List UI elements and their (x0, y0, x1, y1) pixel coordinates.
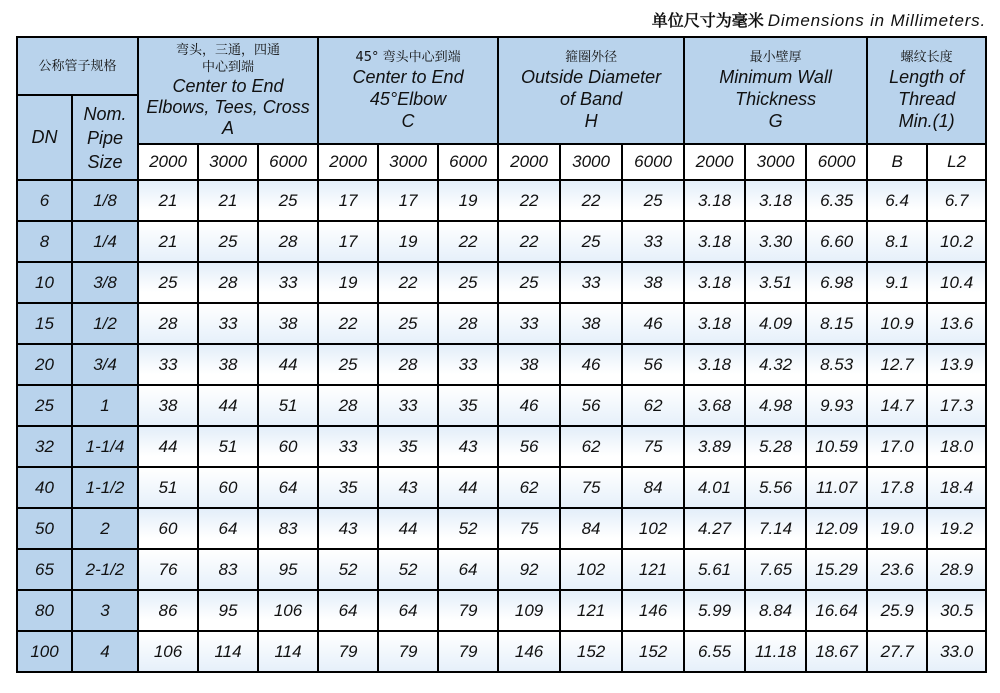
table-body (17, 180, 986, 672)
class-label: 6000 (438, 144, 498, 180)
value-cell: 25 (198, 221, 258, 262)
table-row (17, 385, 986, 426)
value-cell: 76 (138, 549, 198, 590)
value-cell: 5.28 (745, 426, 806, 467)
nps-cell: 3/4 (72, 344, 138, 385)
class-label: 6000 (622, 144, 684, 180)
table-row (17, 262, 986, 303)
value-cell: 28 (438, 303, 498, 344)
value-cell: 25 (498, 262, 560, 303)
table-row (17, 221, 986, 262)
value-cell: 33 (378, 385, 438, 426)
value-cell: 6.55 (684, 631, 745, 672)
value-cell: 28 (258, 221, 318, 262)
value-cell: 9.1 (867, 262, 927, 303)
value-cell: 83 (198, 549, 258, 590)
value-cell: 6.4 (867, 180, 927, 221)
value-cell: 106 (138, 631, 198, 672)
value-cell: 17 (318, 221, 378, 262)
value-cell: 102 (622, 508, 684, 549)
value-cell: 44 (438, 467, 498, 508)
class-label: 6000 (258, 144, 318, 180)
value-cell: 62 (622, 385, 684, 426)
thread-b-label: B (867, 144, 927, 180)
value-cell: 44 (378, 508, 438, 549)
value-cell: 60 (258, 426, 318, 467)
dn-cell: 40 (17, 467, 72, 508)
table-row (17, 590, 986, 631)
value-cell: 46 (560, 344, 622, 385)
dn-cell: 25 (17, 385, 72, 426)
value-cell: 62 (560, 426, 622, 467)
class-label: 2000 (498, 144, 560, 180)
value-cell: 8.84 (745, 590, 806, 631)
value-cell: 25 (138, 262, 198, 303)
dn-cell: 20 (17, 344, 72, 385)
value-cell: 11.18 (745, 631, 806, 672)
value-cell: 12.09 (806, 508, 867, 549)
value-cell: 46 (498, 385, 560, 426)
nps-cell: 3 (72, 590, 138, 631)
value-cell: 25.9 (867, 590, 927, 631)
units-note (652, 8, 986, 31)
value-cell: 79 (318, 631, 378, 672)
value-cell: 79 (438, 631, 498, 672)
value-cell: 25 (622, 180, 684, 221)
table-row (17, 426, 986, 467)
value-cell: 38 (198, 344, 258, 385)
nps-cell: 4 (72, 631, 138, 672)
nominal-size-header: 公称管子规格 (17, 37, 138, 95)
value-cell: 114 (198, 631, 258, 672)
value-cell: 79 (378, 631, 438, 672)
nps-cell: 2-1/2 (72, 549, 138, 590)
value-cell: 18.67 (806, 631, 867, 672)
value-cell: 33 (498, 303, 560, 344)
class-label: 2000 (318, 144, 378, 180)
table-row (17, 180, 986, 221)
value-cell: 152 (622, 631, 684, 672)
value-cell: 52 (318, 549, 378, 590)
dn-cell: 100 (17, 631, 72, 672)
value-cell: 35 (438, 385, 498, 426)
value-cell: 33 (138, 344, 198, 385)
value-cell: 38 (138, 385, 198, 426)
value-cell: 8.1 (867, 221, 927, 262)
value-cell: 13.6 (927, 303, 986, 344)
value-cell: 3.18 (684, 344, 745, 385)
nps-header: Nom. Pipe Size (72, 95, 138, 180)
nps-cell: 1 (72, 385, 138, 426)
table-row (17, 549, 986, 590)
value-cell: 83 (258, 508, 318, 549)
value-cell: 121 (560, 590, 622, 631)
value-cell: 3.18 (684, 262, 745, 303)
value-cell: 9.93 (806, 385, 867, 426)
value-cell: 43 (378, 467, 438, 508)
value-cell: 18.4 (927, 467, 986, 508)
value-cell: 17.0 (867, 426, 927, 467)
class-label: 3000 (560, 144, 622, 180)
value-cell: 19 (438, 180, 498, 221)
value-cell: 62 (498, 467, 560, 508)
value-cell: 44 (138, 426, 198, 467)
value-cell: 38 (560, 303, 622, 344)
value-cell: 56 (622, 344, 684, 385)
thread-l2-label: L2 (927, 144, 986, 180)
value-cell: 3.30 (745, 221, 806, 262)
value-cell: 10.59 (806, 426, 867, 467)
value-cell: 22 (378, 262, 438, 303)
class-label: 6000 (806, 144, 867, 180)
value-cell: 21 (138, 180, 198, 221)
value-cell: 64 (438, 549, 498, 590)
value-cell: 52 (438, 508, 498, 549)
table-row (17, 467, 986, 508)
value-cell: 7.14 (745, 508, 806, 549)
value-cell: 3.68 (684, 385, 745, 426)
dimensions-table (16, 36, 987, 673)
value-cell: 5.61 (684, 549, 745, 590)
value-cell: 6.7 (927, 180, 986, 221)
value-cell: 15.29 (806, 549, 867, 590)
value-cell: 25 (378, 303, 438, 344)
value-cell: 19 (318, 262, 378, 303)
value-cell: 4.32 (745, 344, 806, 385)
nps-cell: 1-1/2 (72, 467, 138, 508)
value-cell: 8.53 (806, 344, 867, 385)
value-cell: 51 (258, 385, 318, 426)
value-cell: 35 (318, 467, 378, 508)
value-cell: 28 (378, 344, 438, 385)
value-cell: 95 (258, 549, 318, 590)
table-row (17, 508, 986, 549)
value-cell: 8.15 (806, 303, 867, 344)
dn-cell: 50 (17, 508, 72, 549)
value-cell: 64 (378, 590, 438, 631)
value-cell: 33 (560, 262, 622, 303)
table-row (17, 303, 986, 344)
value-cell: 84 (560, 508, 622, 549)
dn-header: DN (17, 95, 72, 180)
value-cell: 44 (258, 344, 318, 385)
dn-cell: 80 (17, 590, 72, 631)
value-cell: 86 (138, 590, 198, 631)
value-cell: 5.56 (745, 467, 806, 508)
table-row (17, 344, 986, 385)
value-cell: 19.0 (867, 508, 927, 549)
value-cell: 19.2 (927, 508, 986, 549)
value-cell: 56 (498, 426, 560, 467)
value-cell: 25 (258, 180, 318, 221)
value-cell: 84 (622, 467, 684, 508)
value-cell: 75 (498, 508, 560, 549)
value-cell: 10.4 (927, 262, 986, 303)
table-row (17, 631, 986, 672)
value-cell: 109 (498, 590, 560, 631)
nps-cell: 1/4 (72, 221, 138, 262)
value-cell: 11.07 (806, 467, 867, 508)
value-cell: 35 (378, 426, 438, 467)
dn-cell: 10 (17, 262, 72, 303)
value-cell: 22 (498, 180, 560, 221)
value-cell: 7.65 (745, 549, 806, 590)
value-cell: 23.6 (867, 549, 927, 590)
value-cell: 25 (318, 344, 378, 385)
value-cell: 3.18 (684, 180, 745, 221)
dn-cell: 8 (17, 221, 72, 262)
value-cell: 38 (258, 303, 318, 344)
value-cell: 38 (498, 344, 560, 385)
value-cell: 51 (138, 467, 198, 508)
nps-cell: 1/8 (72, 180, 138, 221)
units-note-en: Dimensions in Millimeters. (767, 11, 986, 30)
value-cell: 5.99 (684, 590, 745, 631)
value-cell: 4.09 (745, 303, 806, 344)
value-cell: 10.2 (927, 221, 986, 262)
value-cell: 106 (258, 590, 318, 631)
value-cell: 60 (138, 508, 198, 549)
value-cell: 52 (378, 549, 438, 590)
value-cell: 3.18 (684, 221, 745, 262)
value-cell: 75 (560, 467, 622, 508)
value-cell: 17 (378, 180, 438, 221)
value-cell: 28 (138, 303, 198, 344)
wall-thickness-header: 最小壁厚 Minimum Wall Thickness G (684, 37, 867, 144)
value-cell: 25 (560, 221, 622, 262)
value-cell: 10.9 (867, 303, 927, 344)
value-cell: 22 (318, 303, 378, 344)
class-label: 3000 (745, 144, 806, 180)
value-cell: 18.0 (927, 426, 986, 467)
value-cell: 6.35 (806, 180, 867, 221)
units-note-zh: 单位尺寸为毫米 (651, 11, 764, 30)
value-cell: 43 (318, 508, 378, 549)
value-cell: 30.5 (927, 590, 986, 631)
nps-cell: 1-1/4 (72, 426, 138, 467)
value-cell: 19 (378, 221, 438, 262)
value-cell: 38 (622, 262, 684, 303)
value-cell: 3.18 (745, 180, 806, 221)
value-cell: 114 (258, 631, 318, 672)
value-cell: 25 (438, 262, 498, 303)
value-cell: 27.7 (867, 631, 927, 672)
value-cell: 17.3 (927, 385, 986, 426)
value-cell: 17 (318, 180, 378, 221)
value-cell: 64 (258, 467, 318, 508)
value-cell: 146 (622, 590, 684, 631)
value-cell: 22 (560, 180, 622, 221)
value-cell: 56 (560, 385, 622, 426)
dn-cell: 6 (17, 180, 72, 221)
value-cell: 75 (622, 426, 684, 467)
nps-cell: 3/8 (72, 262, 138, 303)
dn-cell: 32 (17, 426, 72, 467)
thread-length-header: 螺纹长度 Length of Thread Min.(1) (867, 37, 986, 144)
value-cell: 3.51 (745, 262, 806, 303)
value-cell: 44 (198, 385, 258, 426)
value-cell: 28.9 (927, 549, 986, 590)
class-label: 2000 (684, 144, 745, 180)
value-cell: 13.9 (927, 344, 986, 385)
value-cell: 102 (560, 549, 622, 590)
value-cell: 28 (198, 262, 258, 303)
value-cell: 64 (318, 590, 378, 631)
value-cell: 28 (318, 385, 378, 426)
value-cell: 33.0 (927, 631, 986, 672)
value-cell: 4.98 (745, 385, 806, 426)
class-label: 2000 (138, 144, 198, 180)
value-cell: 16.64 (806, 590, 867, 631)
value-cell: 121 (622, 549, 684, 590)
value-cell: 64 (198, 508, 258, 549)
value-cell: 92 (498, 549, 560, 590)
value-cell: 51 (198, 426, 258, 467)
value-cell: 33 (258, 262, 318, 303)
value-cell: 43 (438, 426, 498, 467)
value-cell: 17.8 (867, 467, 927, 508)
value-cell: 22 (498, 221, 560, 262)
value-cell: 60 (198, 467, 258, 508)
band-diameter-header: 箍圈外径 Outside Diameter of Band H (498, 37, 684, 144)
value-cell: 21 (198, 180, 258, 221)
value-cell: 33 (318, 426, 378, 467)
value-cell: 95 (198, 590, 258, 631)
value-cell: 33 (438, 344, 498, 385)
value-cell: 4.27 (684, 508, 745, 549)
dn-cell: 65 (17, 549, 72, 590)
nps-cell: 2 (72, 508, 138, 549)
value-cell: 6.60 (806, 221, 867, 262)
value-cell: 152 (560, 631, 622, 672)
center-to-end-elbows-header: 弯头，三通，四通 中心到端 Center to End Elbows, Tees, Cross A (138, 37, 318, 144)
value-cell: 3.18 (684, 303, 745, 344)
value-cell: 22 (438, 221, 498, 262)
value-cell: 3.89 (684, 426, 745, 467)
dn-cell: 15 (17, 303, 72, 344)
class-label-row (17, 144, 986, 180)
center-to-end-45-elbow-header: 45° 弯头中心到端 Center to End 45°Elbow C (318, 37, 498, 144)
value-cell: 33 (198, 303, 258, 344)
value-cell: 12.7 (867, 344, 927, 385)
value-cell: 33 (622, 221, 684, 262)
value-cell: 46 (622, 303, 684, 344)
class-label: 3000 (378, 144, 438, 180)
value-cell: 14.7 (867, 385, 927, 426)
nps-cell: 1/2 (72, 303, 138, 344)
class-label: 3000 (198, 144, 258, 180)
value-cell: 21 (138, 221, 198, 262)
value-cell: 79 (438, 590, 498, 631)
value-cell: 6.98 (806, 262, 867, 303)
value-cell: 4.01 (684, 467, 745, 508)
value-cell: 146 (498, 631, 560, 672)
